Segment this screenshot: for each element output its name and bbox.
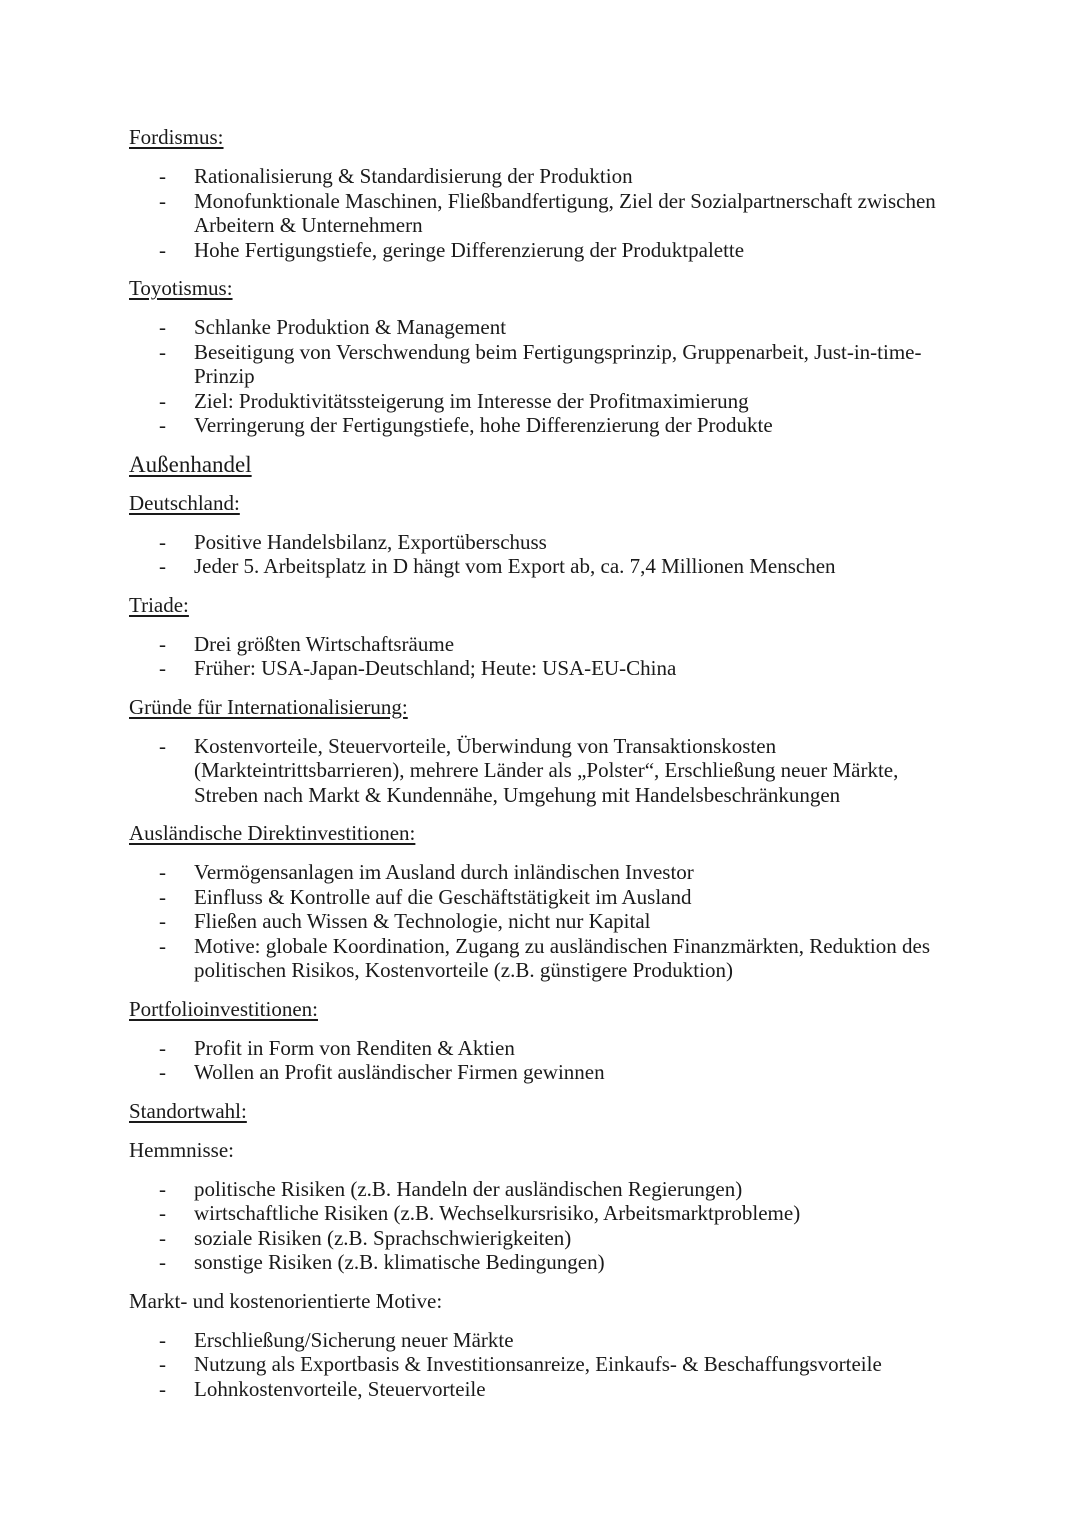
section (129, 1138, 950, 1275)
section-heading: Ausländische Direktinvestitionen: (129, 821, 416, 845)
bullet-item: - sonstige Risiken (z.B. klimatische Bedingungen) (129, 1250, 950, 1275)
section-heading: Hemmnisse: (129, 1137, 234, 1162)
bullet-item: - Kostenvorteile, Steuervorteile, Überwindung von Transaktionskosten (Markteintrittsbarrieren), mehrere Länder als „Polster“, Erschließung neuer Märkte, Streben nach Markt & Kundennähe, Umgehung mit Handelsbeschränkungen (129, 734, 950, 808)
bullet-list (129, 734, 950, 808)
bullet-item: - Nutzung als Exportbasis & Investitionsanreize, Einkaufs- & Beschaffungsvorteile (129, 1352, 950, 1377)
section-heading: Fordismus: (129, 125, 224, 149)
section-heading: Markt- und kostenorientierte Motive: (129, 1288, 443, 1313)
section-heading: Außenhandel (129, 451, 252, 477)
section-heading: Standortwahl: (129, 1098, 247, 1123)
bullet-item: - Schlanke Produktion & Management (129, 315, 950, 340)
bullet-list (129, 1328, 950, 1402)
section (129, 1289, 950, 1402)
section (129, 1099, 950, 1124)
section (129, 821, 950, 983)
bullet-item: - Einfluss & Kontrolle auf die Geschäftstätigkeit im Ausland (129, 885, 950, 910)
section (129, 593, 950, 681)
bullet-item: - Lohnkostenvorteile, Steuervorteile (129, 1377, 950, 1402)
bullet-item: - Positive Handelsbilanz, Exportüberschuss (129, 530, 950, 555)
bullet-item: - Profit in Form von Renditen & Aktien (129, 1036, 950, 1061)
bullet-item: - Rationalisierung & Standardisierung der Produktion (129, 164, 950, 189)
section (129, 125, 950, 262)
section (129, 276, 950, 438)
bullet-item: - politische Risiken (z.B. Handeln der ausländischen Regierungen) (129, 1177, 950, 1202)
section (129, 452, 950, 477)
section-heading: Toyotismus: (129, 276, 233, 300)
bullet-item: - Verringerung der Fertigungstiefe, hohe Differenzierung der Produkte (129, 413, 950, 438)
bullet-item: - Vermögensanlagen im Ausland durch inländischen Investor (129, 860, 950, 885)
bullet-list (129, 315, 950, 438)
bullet-list (129, 1036, 950, 1085)
bullet-item: - Erschließung/Sicherung neuer Märkte (129, 1328, 950, 1353)
section (129, 491, 950, 579)
section-heading: Deutschland: (129, 490, 240, 515)
bullet-item: - Hohe Fertigungstiefe, geringe Differenzierung der Produktpalette (129, 238, 950, 263)
section-heading: Gründe für Internationalisierung: (129, 694, 408, 719)
bullet-item: - Monofunktionale Maschinen, Fließbandfertigung, Ziel der Sozialpartnerschaft zwischen Arbeitern & Unternehmern (129, 189, 950, 238)
bullet-item: - Drei größten Wirtschaftsräume (129, 632, 950, 657)
bullet-list (129, 860, 950, 983)
bullet-item: - Motive: globale Koordination, Zugang zu ausländischen Finanzmärkten, Reduktion des politischen Risikos, Kostenvorteile (z.B. günstigere Produktion) (129, 934, 950, 983)
bullet-list (129, 632, 950, 681)
section-heading: Triade: (129, 592, 189, 617)
bullet-item: - Ziel: Produktivitätssteigerung im Interesse der Profitmaximierung (129, 389, 950, 414)
bullet-item: - Fließen auch Wissen & Technologie, nicht nur Kapital (129, 909, 950, 934)
bullet-item: - Jeder 5. Arbeitsplatz in D hängt vom Export ab, ca. 7,4 Millionen Menschen (129, 554, 950, 579)
bullet-list (129, 530, 950, 579)
bullet-item: - Früher: USA-Japan-Deutschland; Heute: USA-EU-China (129, 656, 950, 681)
bullet-item: - wirtschaftliche Risiken (z.B. Wechselkursrisiko, Arbeitsmarktprobleme) (129, 1201, 950, 1226)
section-heading: Portfolioinvestitionen: (129, 996, 318, 1021)
bullet-item: - soziale Risiken (z.B. Sprachschwierigkeiten) (129, 1226, 950, 1251)
bullet-list (129, 1177, 950, 1275)
section (129, 997, 950, 1085)
bullet-item: - Wollen an Profit ausländischer Firmen gewinnen (129, 1060, 950, 1085)
bullet-item: - Beseitigung von Verschwendung beim Fertigungsprinzip, Gruppenarbeit, Just-in-time-Prinzip (129, 340, 950, 389)
section (129, 695, 950, 808)
bullet-list (129, 164, 950, 262)
